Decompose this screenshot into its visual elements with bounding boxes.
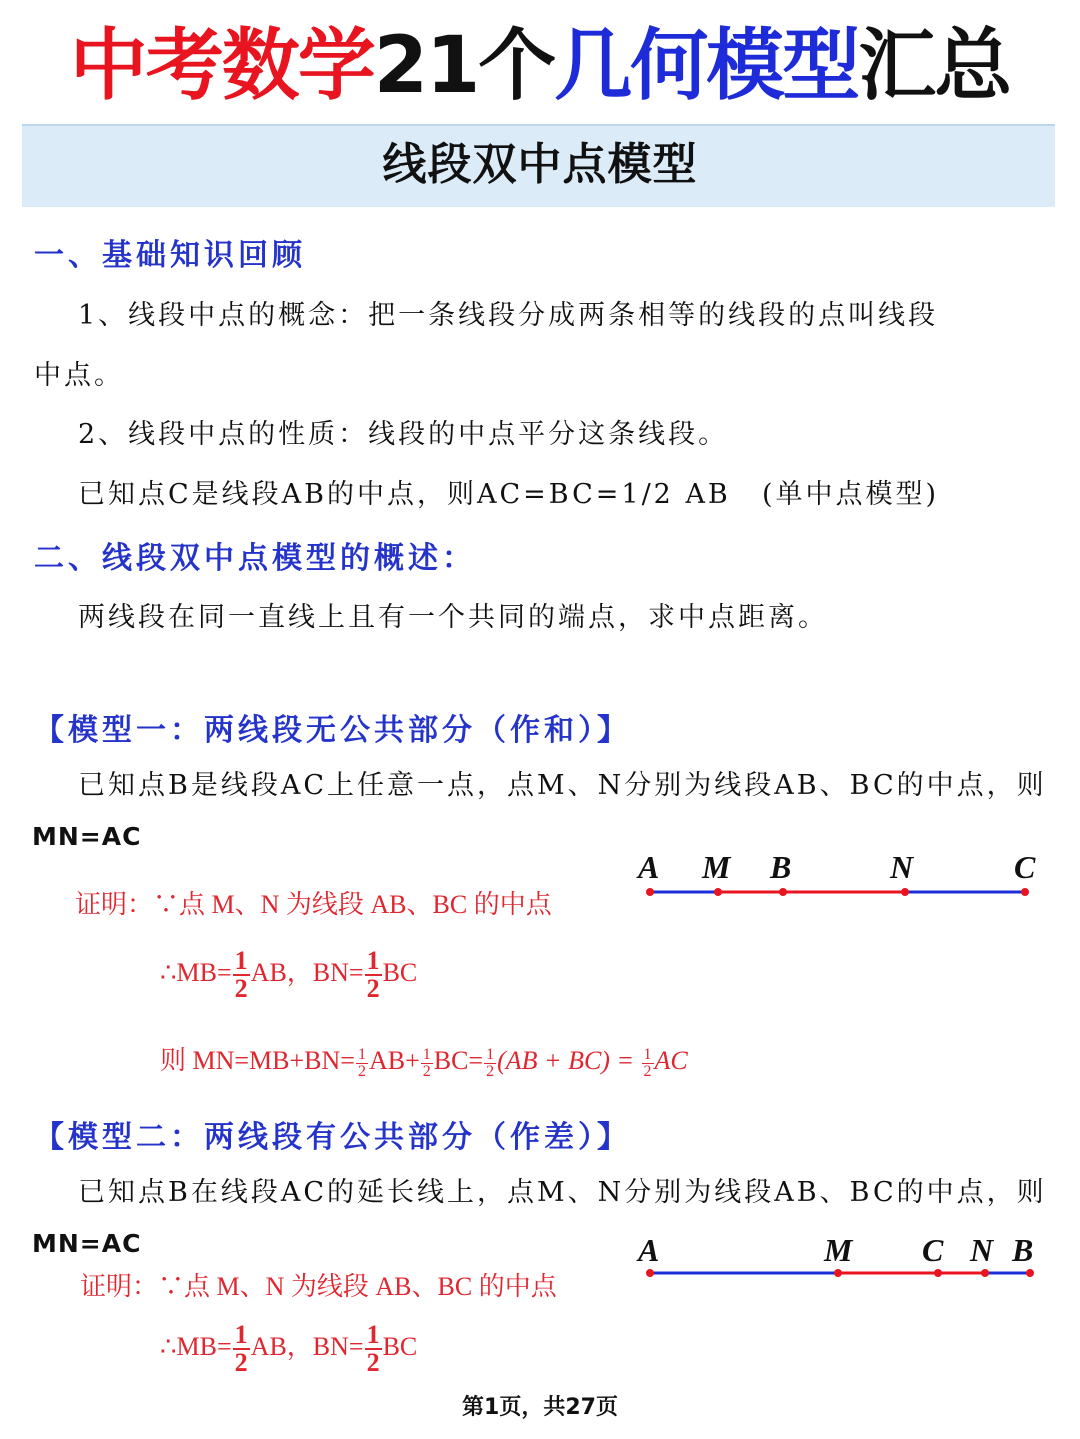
model2-heading: 【模型二：两线段有公共部分（作差）】 — [34, 1120, 631, 1155]
model2-proof-line2 — [160, 1322, 417, 1376]
section1-heading: 一、基础知识回顾 — [34, 238, 306, 273]
model1-heading: 【模型一：两线段无公共部分（作和）】 — [34, 713, 631, 748]
model1-proof-line3-t3: (AB + BC) = — [497, 1046, 641, 1075]
model1-proof-line3 — [160, 1040, 688, 1080]
model2-statement: 已知点B在线段AC的延长线上，点M、N分别为线段AB、BC的中点，则 — [78, 1177, 1047, 1208]
model1-fraction-b: $\frac{1}{2}$ — [422, 1045, 431, 1080]
model1-label-c: C — [1014, 849, 1036, 885]
model1-result: MN=AC — [32, 822, 142, 851]
model2-label-m: M — [824, 1232, 853, 1268]
model1-fraction-d: $\frac{1}{2}$ — [643, 1045, 652, 1080]
model1-fraction-a: $\frac{1}{2}$ — [357, 1045, 366, 1080]
model2-label-a: A — [638, 1232, 660, 1268]
title-part-red: 中考数学 — [69, 21, 374, 111]
model1-proof-line2-mid: AB，BN= — [250, 957, 364, 987]
model2-proof-line1: 证明：∵点 M、N 为线段 AB、BC 的中点 — [80, 1272, 557, 1301]
model1-point-a — [646, 888, 654, 896]
title-part-black-1: 21个 — [373, 21, 555, 111]
model1-statement: 已知点B是线段AC上任意一点，点M、N分别为线段AB、BC的中点，则 — [78, 770, 1047, 801]
model2-proof-line2-mid: AB，BN= — [250, 1331, 364, 1361]
model1-proof-line2-suffix: BC — [382, 957, 418, 987]
model1-proof-line2-prefix: ∴MB= — [160, 957, 232, 987]
model1-proof-line3-t4: AC — [654, 1046, 688, 1075]
model1-point-m — [714, 888, 722, 896]
section1-item3: 已知点C是线段AB的中点，则AC=BC=1/2 AB — [78, 479, 731, 510]
model2-proof-line2-suffix: BC — [382, 1331, 418, 1361]
model1-label-m: M — [702, 849, 731, 885]
model1-point-n — [901, 888, 909, 896]
model1-proof-line3-t2: BC= — [433, 1046, 484, 1075]
model2-point-b — [1026, 1269, 1034, 1277]
model2-point-m — [834, 1269, 842, 1277]
model1-proof-line1: 证明：∵点 M、N 为线段 AB、BC 的中点 — [75, 890, 552, 919]
section1-item2: 2、线段中点的性质：线段的中点平分这条线段。 — [78, 419, 729, 450]
model1-fraction-c: $\frac{1}{2}$ — [486, 1045, 495, 1080]
model2-proof-line2-prefix: ∴MB= — [160, 1331, 232, 1361]
section2-heading: 二、线段双中点模型的概述： — [34, 541, 476, 576]
model2-label-b: B — [1012, 1232, 1034, 1268]
model1-label-b: B — [770, 849, 792, 885]
title-part-blue: 几何模型 — [554, 21, 859, 111]
title-part-black-2: 汇总 — [858, 21, 1011, 111]
model1-label-n: N — [890, 849, 914, 885]
model2-fraction-half-1: $\frac{1}{2}$ — [234, 1320, 248, 1377]
model1-label-a: A — [638, 849, 660, 885]
model1-fraction-half-2: $\frac{1}{2}$ — [366, 946, 380, 1003]
model2-point-a — [646, 1269, 654, 1277]
model1-point-b — [779, 888, 787, 896]
page-number: 第1页，共27页 — [462, 1395, 618, 1420]
section1-item3-note: (单中点模型) — [762, 479, 940, 510]
model2-label-n: N — [970, 1232, 994, 1268]
model2-point-c — [934, 1269, 942, 1277]
subtitle-banner-text: 线段双中点模型 — [382, 139, 698, 190]
section1-item1-line1: 1、线段中点的概念：把一条线段分成两条相等的线段的点叫线段 — [78, 300, 939, 331]
model2-label-c: C — [922, 1232, 944, 1268]
page-title — [0, 18, 1080, 114]
model1-proof-line2 — [160, 948, 417, 1002]
model2-fraction-half-2: $\frac{1}{2}$ — [366, 1320, 380, 1377]
model1-diagram — [630, 840, 1050, 910]
model2-result: MN=AC — [32, 1229, 142, 1258]
model1-proof-line3-t1: AB+ — [368, 1046, 420, 1075]
model1-point-c — [1021, 888, 1029, 896]
model2-point-n — [981, 1269, 989, 1277]
model1-fraction-half-1: $\frac{1}{2}$ — [234, 946, 248, 1003]
section2-text: 两线段在同一直线上且有一个共同的端点，求中点距离。 — [78, 602, 828, 633]
model1-proof-line3-prefix: 则 MN=MB+BN= — [160, 1046, 355, 1075]
section1-item1-line2: 中点。 — [34, 360, 124, 391]
model2-diagram — [630, 1225, 1050, 1290]
